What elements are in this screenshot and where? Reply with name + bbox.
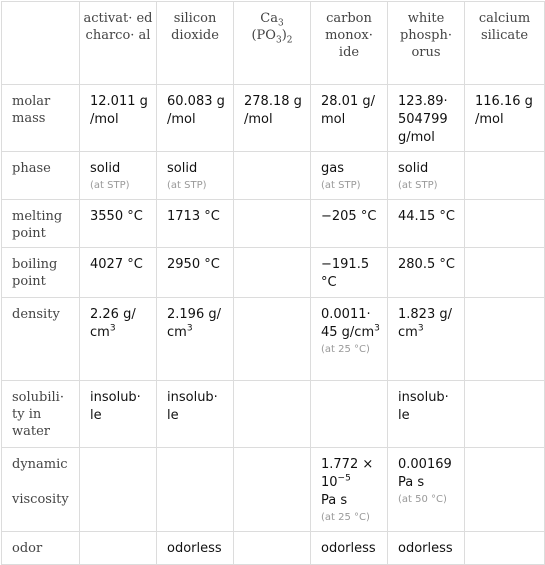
value-text: 1.772 × 10	[321, 457, 374, 490]
cell-empty	[157, 448, 234, 532]
cell-value: insolub· le	[388, 381, 465, 448]
cell-value: 60.083 g /mol	[157, 85, 234, 152]
cell-empty	[234, 200, 311, 248]
table-row	[2, 85, 545, 152]
condition-note: (at 25 °C)	[321, 344, 370, 355]
column-header-silicon-dioxide: silicon dioxide	[157, 2, 234, 85]
cell-empty	[234, 152, 311, 200]
cell-empty	[234, 448, 311, 532]
cell-value	[80, 298, 157, 381]
row-label-dynamic-viscosity	[2, 448, 80, 532]
unit-exponent: 3	[417, 323, 424, 334]
cell-empty	[465, 248, 545, 298]
row-label-phase: phase	[2, 152, 80, 200]
value-text: 1.823 g/ cm	[398, 307, 452, 340]
cell-value: 278.18 g /mol	[234, 85, 311, 152]
cell-value: −205 °C	[311, 200, 388, 248]
table-row	[2, 200, 545, 248]
table-row	[2, 152, 545, 200]
cell-value: −191.5 °C	[311, 248, 388, 298]
table-row	[2, 532, 545, 565]
cell-value: insolub· le	[80, 381, 157, 448]
cell-empty	[80, 448, 157, 532]
condition-note: (at 50 °C)	[398, 494, 447, 505]
row-label-boiling-point: boiling point	[2, 248, 80, 298]
value-text: solid	[398, 161, 429, 176]
cell-value	[157, 152, 234, 200]
label-part: viscosity	[12, 492, 69, 507]
cell-value	[311, 298, 388, 381]
row-label-melting-point: melting point	[2, 200, 80, 248]
cell-empty	[311, 381, 388, 448]
cell-empty	[234, 298, 311, 381]
value-text: 2.196 g/ cm	[167, 307, 221, 340]
cell-value: 123.89· 504799 g/mol	[388, 85, 465, 152]
cell-value: 280.5 °C	[388, 248, 465, 298]
row-label-molar-mass: molar mass	[2, 85, 80, 152]
condition-note: (at STP)	[167, 180, 207, 191]
cell-value: odorless	[157, 532, 234, 565]
condition-note: (at STP)	[398, 180, 438, 191]
row-label-odor: odor	[2, 532, 80, 565]
cell-value	[157, 298, 234, 381]
row-label-density: density	[2, 298, 80, 381]
cell-value	[388, 152, 465, 200]
cell-value	[388, 298, 465, 381]
cell-value: 44.15 °C	[388, 200, 465, 248]
condition-note: (at 25 °C)	[321, 512, 370, 523]
formula-subscript: 3	[277, 18, 284, 29]
cell-empty	[234, 532, 311, 565]
cell-empty	[465, 152, 545, 200]
cell-empty	[465, 200, 545, 248]
formula-part: )	[281, 28, 287, 43]
cell-empty	[234, 381, 311, 448]
cell-empty	[465, 448, 545, 532]
value-text: 0.0011· 45 g/cm	[321, 307, 375, 340]
column-header-carbon-monoxide: carbon monox· ide	[311, 2, 388, 85]
cell-value	[311, 448, 388, 532]
cell-value: 3550 °C	[80, 200, 157, 248]
condition-note: (at STP)	[90, 180, 130, 191]
formula-part: Ca	[260, 11, 278, 26]
formula-part: (PO	[251, 28, 276, 43]
cell-value	[80, 152, 157, 200]
table-row	[2, 248, 545, 298]
value-text: solid	[90, 161, 121, 176]
label-part: dynamic	[12, 457, 68, 472]
cell-value: 4027 °C	[80, 248, 157, 298]
cell-value: odorless	[388, 532, 465, 565]
cell-value: 2950 °C	[157, 248, 234, 298]
cell-empty	[465, 532, 545, 565]
formula-subscript: 2	[286, 35, 293, 46]
unit-text: Pa s	[321, 493, 348, 508]
cell-empty	[465, 298, 545, 381]
cell-value: 12.011 g /mol	[80, 85, 157, 152]
cell-empty	[80, 532, 157, 565]
cell-value: insolub· le	[157, 381, 234, 448]
unit-exponent: 3	[109, 323, 116, 334]
column-header-white-phosphorus: white phosph· orus	[388, 2, 465, 85]
corner-cell	[2, 2, 80, 85]
cell-value: 1713 °C	[157, 200, 234, 248]
value-text: 0.00169	[398, 457, 452, 472]
formula-subscript: 3	[275, 35, 282, 46]
unit-exponent: 3	[186, 323, 193, 334]
table-row	[2, 381, 545, 448]
row-label-solubility-in-water: solubili· ty in water	[2, 381, 80, 448]
unit-text: Pa s	[398, 475, 425, 490]
header-row	[2, 2, 545, 85]
column-header-activated-charcoal: activat· ed charco· al	[80, 2, 157, 85]
table-row	[2, 298, 545, 381]
column-header-calcium-silicate: calcium silicate	[465, 2, 545, 85]
table-row	[2, 448, 545, 532]
cell-value	[311, 152, 388, 200]
unit-exponent: 3	[374, 323, 380, 334]
cell-value: odorless	[311, 532, 388, 565]
condition-note: (at STP)	[321, 180, 361, 191]
exponent: −5	[337, 473, 351, 484]
cell-value: 28.01 g/ mol	[311, 85, 388, 152]
cell-empty	[465, 381, 545, 448]
value-text: solid	[167, 161, 198, 176]
cell-empty	[234, 248, 311, 298]
value-text: 2.26 g/ cm	[90, 307, 136, 340]
cell-value	[388, 448, 465, 532]
value-text: gas	[321, 161, 344, 176]
cell-value: 116.16 g /mol	[465, 85, 545, 152]
properties-table	[1, 1, 545, 565]
column-header-calcium-metaphosphate	[234, 2, 311, 85]
